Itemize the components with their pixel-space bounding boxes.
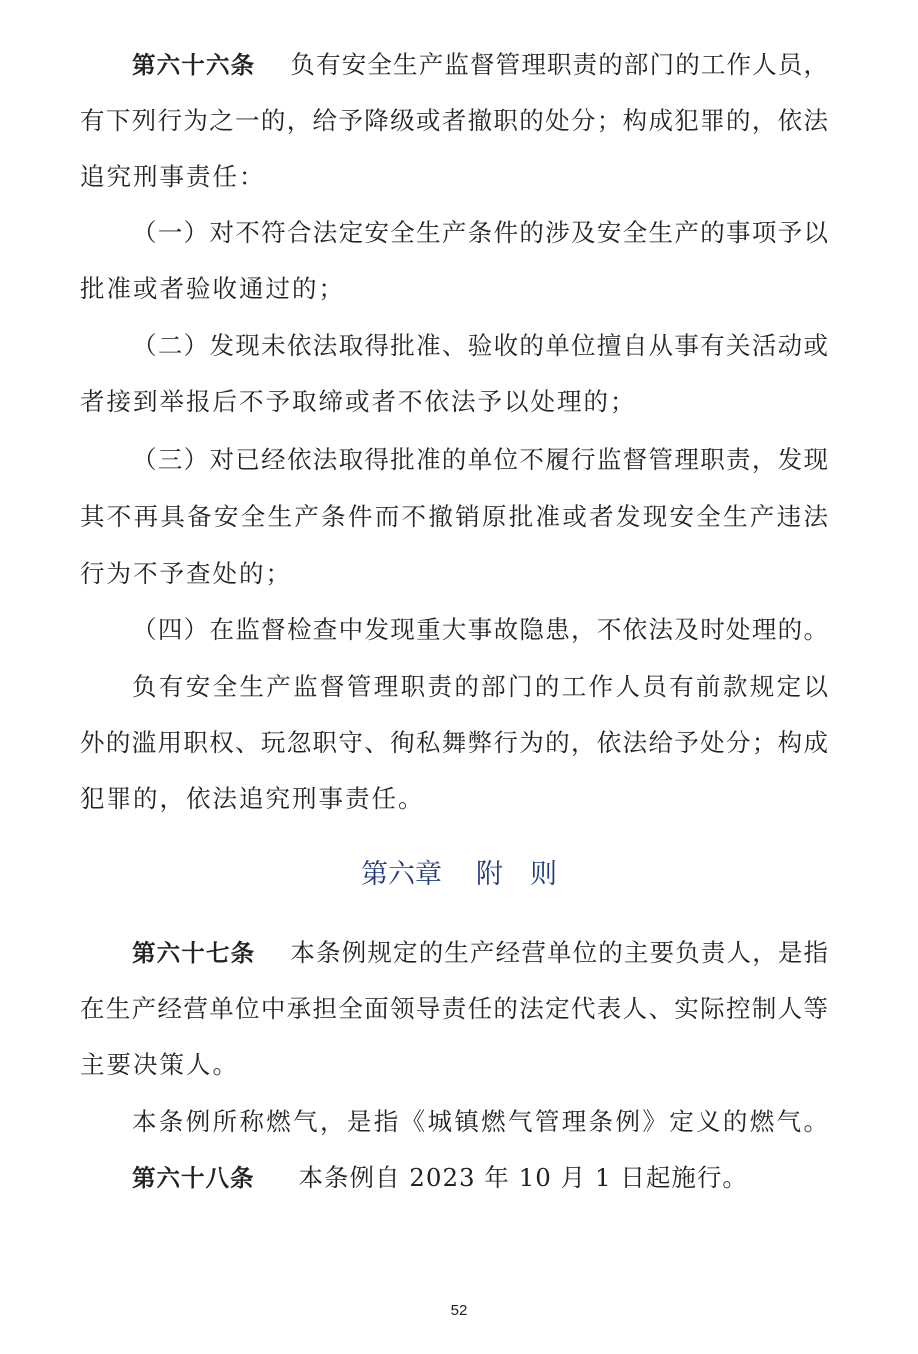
article-66-item-3-line-3: 行为不予查处的； xyxy=(80,559,292,588)
article-66-item-1-line-1: （一）对不符合法定安全生产条件的涉及安全生产的事项予以 xyxy=(132,218,828,247)
article-67-line-3: 主要决策人。 xyxy=(80,1050,239,1079)
article-66-para-2-line-1: 负有安全生产监督管理职责的部门的工作人员有前款规定以 xyxy=(132,672,828,701)
article-66-line-3: 追究刑事责任： xyxy=(80,162,266,191)
page-number: 52 xyxy=(450,1302,468,1319)
article-66-para-2-line-2: 外的滥用职权、玩忽职守、徇私舞弊行为的，依法给予处分；构成 xyxy=(80,728,828,757)
article-67-para-2: 本条例所称燃气，是指《城镇燃气管理条例》定义的燃气。 xyxy=(132,1107,828,1136)
article-67-text-1: 本条例规定的生产经营单位的主要负责人，是指 xyxy=(289,938,829,967)
article-66-text-1: 负有安全生产监督管理职责的部门的工作人员， xyxy=(289,50,829,79)
article-66-line-2: 有下列行为之一的，给予降级或者撤职的处分；构成犯罪的，依法 xyxy=(80,106,828,135)
article-66-item-4-line-1: （四）在监督检查中发现重大事故隐患，不依法及时处理的。 xyxy=(132,615,828,644)
article-66-item-2-line-1: （二）发现未依法取得批准、验收的单位擅自从事有关活动或 xyxy=(132,331,828,360)
chapter-number: 第六章 xyxy=(361,859,442,890)
article-68-line xyxy=(132,1158,828,1198)
chapter-title: 附 则 xyxy=(476,859,557,890)
article-66-item-3-line-1: （三）对已经依法取得批准的单位不履行监督管理职责，发现 xyxy=(132,445,828,474)
article-66-para-2-line-3: 犯罪的，依法追究刑事责任。 xyxy=(80,784,425,813)
article-66-item-1-line-2: 批准或者验收通过的； xyxy=(80,274,345,303)
chapter-heading xyxy=(0,855,918,895)
article-66-item-3-line-2: 其不再具备安全生产条件而不撤销原批准或者发现安全生产违法 xyxy=(80,502,828,531)
article-67-number: 第六十七条 xyxy=(132,939,256,967)
article-67-line-2: 在生产经营单位中承担全面领导责任的法定代表人、实际控制人等 xyxy=(80,994,828,1023)
article-66-item-2-line-2: 者接到举报后不予取缔或者不依法予以处理的； xyxy=(80,387,637,416)
article-68-text: 本条例自 2023 年 10 月 1 日起施行。 xyxy=(298,1163,748,1192)
article-66-number: 第六十六条 xyxy=(132,51,256,79)
article-68-number: 第六十八条 xyxy=(132,1164,255,1192)
article-67-line-1 xyxy=(132,933,828,973)
article-66-line-1 xyxy=(132,45,828,85)
